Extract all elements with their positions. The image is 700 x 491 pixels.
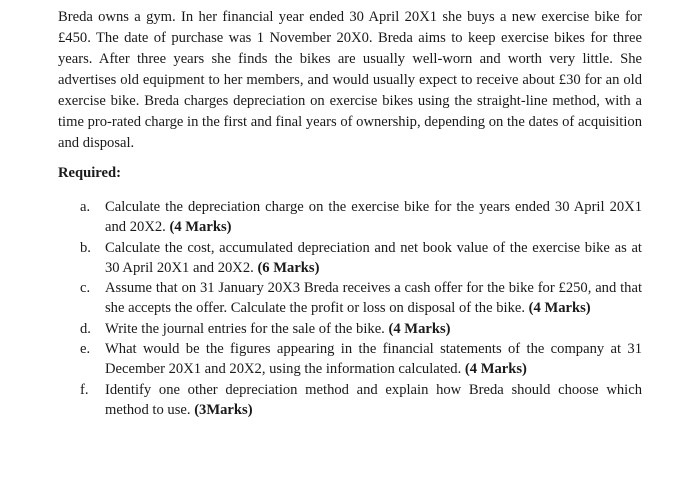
question-marks: (4 Marks)	[528, 300, 591, 317]
scenario-paragraph: Breda owns a gym. In her financial year ended 30 April 20X1 she buys a new exercise bike for £450. The date of purchase was 1 November 20X0. Breda aims to keep exercise bikes for three years. After three years she finds the bikes are usually well-worn and worth very little. She advertises old equipment to her members, and would usually expect to receive about £30 for an old exercise bike. Breda charges depreciation on exercise bikes using the straight-line method, with a time pro-rated charge in the first and final years of ownership, depending on the dates of acquisition and disposal.	[58, 9, 642, 151]
question-list	[80, 197, 642, 420]
question-body: Identify one other depreciation method and explain how Breda should choose which method to use.	[105, 381, 642, 418]
question-text	[105, 380, 642, 421]
question-body: Write the journal entries for the sale of the bike.	[105, 320, 385, 337]
question-text	[105, 278, 642, 319]
question-marker: e.	[80, 341, 91, 358]
question-item-e	[80, 339, 642, 380]
question-marks: (4 Marks)	[388, 320, 451, 337]
question-marker: f.	[80, 381, 89, 398]
question-item-c	[80, 278, 642, 319]
question-text	[105, 238, 642, 279]
question-body: Calculate the cost, accumulated depreciation and net book value of the exercise bike as at 30 April 20X1 and 20X2.	[105, 239, 642, 276]
question-marker: a.	[80, 199, 91, 215]
question-body: Assume that on 31 January 20X3 Breda receives a cash offer for the bike for £250, and that she accepts the offer. Calculate the profit or loss on disposal of the bike.	[105, 280, 642, 317]
question-marks: (3Marks)	[194, 401, 253, 418]
question-marks: (4 Marks)	[169, 219, 232, 236]
question-body: What would be the figures appearing in the financial statements of the company at 31 December 20X1 and 20X2, using the information calculated.	[105, 341, 642, 378]
required-heading: Required:	[58, 165, 121, 181]
question-marks: (4 Marks)	[464, 361, 527, 378]
question-marks: (6 Marks)	[257, 259, 320, 276]
question-item-f	[80, 380, 642, 421]
question-marker: c.	[80, 280, 91, 297]
question-text	[105, 197, 642, 238]
question-item-b	[80, 238, 642, 279]
question-body: Calculate the depreciation charge on the exercise bike for the years ended 30 April 20X1 and 20X2.	[105, 199, 642, 236]
question-item-a	[80, 197, 642, 238]
question-text	[105, 319, 642, 339]
question-text	[105, 339, 642, 380]
question-item-d	[80, 319, 642, 339]
question-marker: b.	[80, 239, 91, 256]
question-marker: d.	[80, 320, 91, 337]
